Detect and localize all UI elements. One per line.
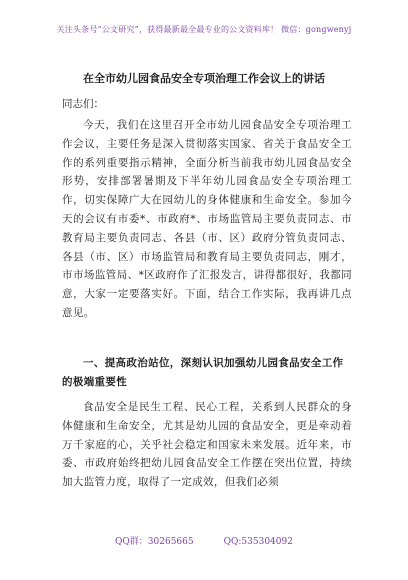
header-promo-banner: 关注头条号“公文研究”，获得最新最全最专业的公文资料库！ 微信：gongwenyj: [56, 25, 352, 34]
body-paragraph: 今天，我们在这里召开全市幼儿园食品安全专项治理工作会议，主要任务是深入贯彻落实国家、省关于食品安全工作的系列重要指示精神，全面分析当前我市幼儿园食品安全形势，安排部署暑期及下半年幼儿园食品安全专项治理工作，切实保障广大在园幼儿的身体健康和生命安全。参加今天的会议有市委*、市政府*、市场监管局主要负责同志、市教育局主要负责同志、各县（市、区）政府分管负责同志、各县（市、区）市场监管局和教育局主要负责同志，刚才，市市场监管局、*区政府作了汇报发言，讲得都很好，我都同意，大家一定要落实好。下面，结合工作实际，我再讲几点意见。: [62, 119, 352, 319]
footer-qq: QQ:535304092: [223, 537, 293, 547]
section-heading: 一、提高政治站位，深刻认识加强幼儿园食品安全工作的极端重要性: [62, 357, 344, 388]
document-title: 在全市幼儿园食品安全专项治理工作会议上的讲话: [83, 72, 325, 85]
footer-qq-group: QQ群：30265665: [115, 537, 194, 547]
salutation: 同志们：: [62, 98, 104, 110]
footer-contact-banner: [0, 534, 408, 547]
body-paragraph: 食品安全是民生工程、民心工程，关系到人民群众的身体健康和生命安全，尤其是幼儿园的食品安全，更是牵动着万千家庭的心，关乎社会稳定和国家未来发展。近年来，市委、市政府始终把幼儿园食品安全工作摆在突出位置，持续加大监管力度，取得了一定成效，但我们必须: [62, 401, 352, 489]
